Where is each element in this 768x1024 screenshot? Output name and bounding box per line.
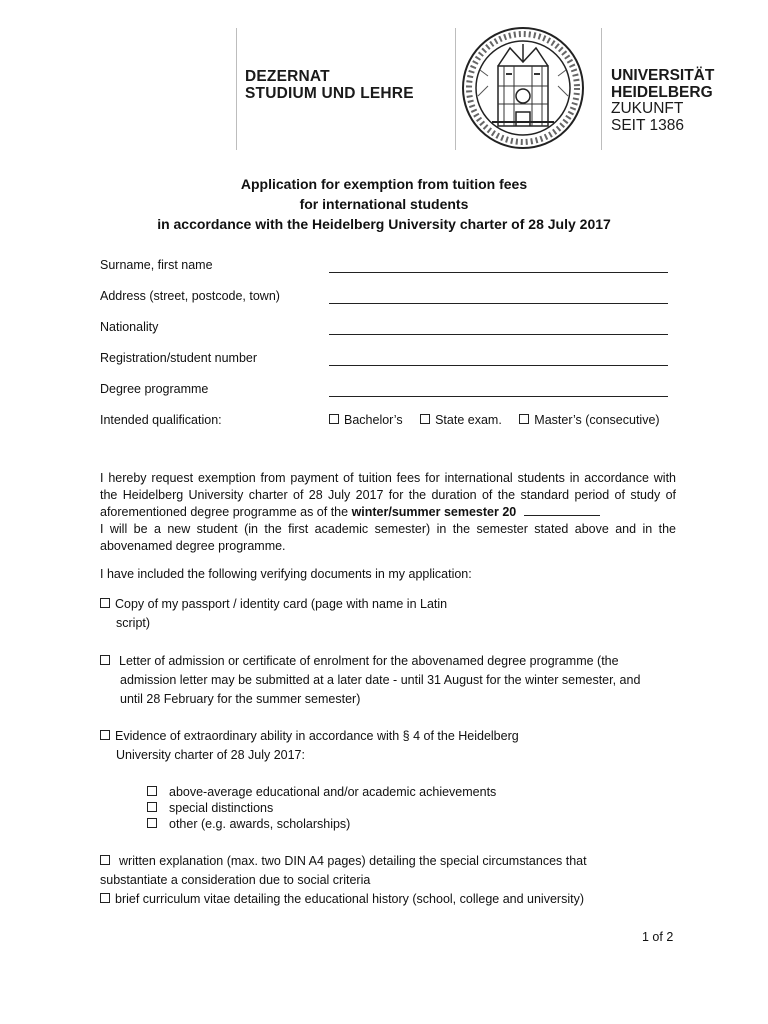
written-explanation-item: written explanation (max. two DIN A4 pages) detailing the special circumstances that substantiate a consideration due to social criteria brief curriculum vitae detailing the educational history (school, college and university) [100,854,587,906]
field-label: Registration/student number [100,351,258,365]
checkbox-icon[interactable] [100,598,110,608]
option-state-exam[interactable]: State exam. [420,413,502,427]
sub-option[interactable]: other (e.g. awards, scholarships) [147,816,496,832]
semester-year-input-line[interactable] [524,515,600,516]
surname-field [100,258,680,278]
option-masters[interactable]: Master’s (consecutive) [519,413,659,427]
nationality-input-line[interactable] [329,334,668,335]
checkbox-icon[interactable] [420,414,430,424]
registration-number-field [100,351,680,371]
field-label: Nationality [100,320,159,334]
checkbox-icon[interactable] [100,730,110,740]
header-divider-left [236,28,237,150]
nationality-field [100,320,680,340]
admission-letter-item: Letter of admission or certificate of enrolment for the abovenamed degree programme (the admission letter may be submitted at a later date - until 31 August for the winter semester, and until 28 February for the summer semester) [100,652,685,709]
field-label: Degree programme [100,382,209,396]
checkbox-icon[interactable] [147,802,157,812]
request-paragraph: I hereby request exemption from payment of tuition fees for international students in accordance with the Heidelberg University charter of 28 July 2017 for the duration of the standard period of study of aforementioned degree programme as of the winter/summer semester 20 I will be a new student (in the first academic semester) in the semester stated above and in the abovenamed degree programme. [100,471,676,553]
evidence-sub-options [147,784,496,832]
header-divider-right [601,28,602,150]
degree-programme-field [100,382,680,402]
university-name: UNIVERSITÄT HEIDELBERG ZUKUNFT SEIT 1386 [611,67,715,134]
semester-label: winter/summer semester 20 [351,505,517,519]
option-bachelors[interactable]: Bachelor’s [329,413,403,427]
department-name: DEZERNAT STUDIUM UND LEHRE [245,68,414,102]
extraordinary-ability-item: Evidence of extraordinary ability in accordance with § 4 of the Heidelberg University charter of 28 July 2017: [100,727,685,765]
header-divider-mid [455,28,456,150]
field-label: Address (street, postcode, town) [100,289,280,303]
cv-item: brief curriculum vitae detailing the educational history (school, college and university) [115,892,584,906]
registration-number-input-line[interactable] [329,365,668,366]
university-seal-icon [458,26,588,150]
address-field [100,289,680,309]
page-number: 1 of 2 [642,930,674,944]
documents-intro: I have included the following verifying documents in my application: [100,567,472,581]
checkbox-icon[interactable] [100,893,110,903]
checkbox-icon[interactable] [147,818,157,828]
checkbox-icon[interactable] [329,414,339,424]
qualification-label: Intended qualification: [100,413,222,427]
qualification-options [329,413,660,427]
checkbox-icon[interactable] [147,786,157,796]
degree-programme-input-line[interactable] [329,396,668,397]
checkbox-icon[interactable] [100,855,110,865]
sub-option[interactable]: special distinctions [147,800,496,816]
address-input-line[interactable] [329,303,668,304]
checkbox-icon[interactable] [519,414,529,424]
passport-copy-item: Copy of my passport / identity card (page with name in Latin script) [100,595,685,633]
sub-option[interactable]: above-average educational and/or academic achievements [147,784,496,800]
document-title: Application for exemption from tuition fees for international students in accordance with the Heidelberg University charter of 28 July 2017 [157,176,611,232]
checkbox-icon[interactable] [100,655,110,665]
intended-qualification [100,413,680,433]
field-label: Surname, first name [100,258,213,272]
surname-input-line[interactable] [329,272,668,273]
